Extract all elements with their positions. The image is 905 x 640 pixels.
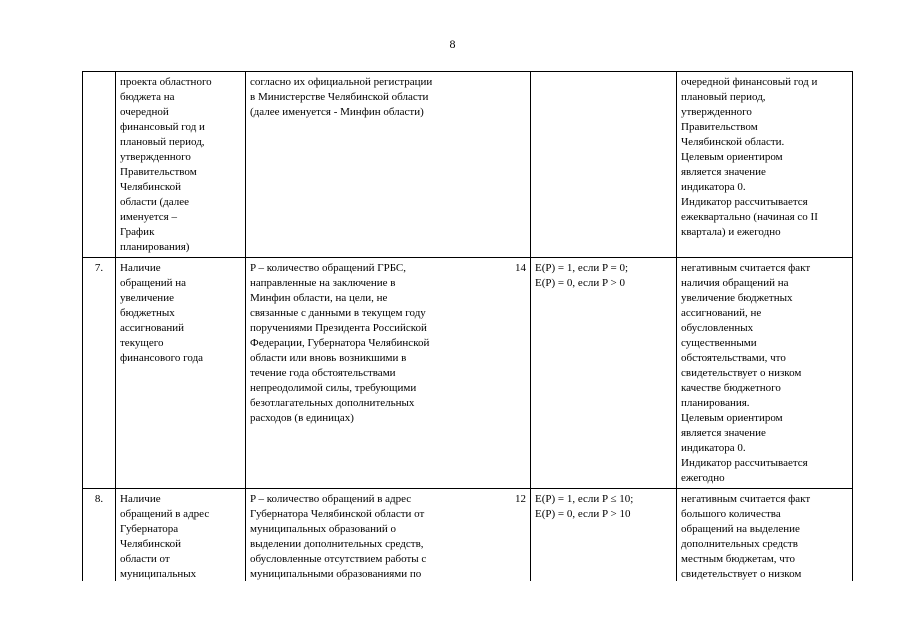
score-value: 14 (515, 262, 526, 274)
table-row (83, 72, 853, 258)
indicators-table (82, 71, 853, 629)
indicator-name: Наличие обращений в адрес Губернатора Челябинской области от муниципальных (116, 489, 246, 629)
evaluation-rule: E(P) = 1, если P = 0; E(P) = 0, если P > 0 (531, 258, 677, 489)
indicator-name: проекта областного бюджета на очередной финансовый год и плановый период, утвержденного Правительством Челябинской области (далее именуется – График планирования) (116, 72, 246, 258)
page-number: 8 (449, 37, 456, 51)
score-value: 12 (515, 493, 526, 505)
formula-text: P – количество обращений в адрес Губернатора Челябинской области от муниципальных образований о выделении дополнительных средств, обусловленные отсутствием работы с муниципальными образованиями по (250, 493, 427, 580)
indicator-name: Наличие обращений на увеличение бюджетных ассигнований текущего финансового года (116, 258, 246, 489)
indicator-note: негативным считается факт наличия обращений на увеличение бюджетных ассигнований, не обусловленных существенными обстоятельствами, что свидетельствует о низком качестве бюджетного планирования. Целевым ориентиром является значение индикатора 0. Индикатор рассчитывается ежегодно (677, 258, 853, 489)
table-row (83, 258, 853, 489)
indicator-note: негативным считается факт большого количества обращений на выделение дополнительных средств местным бюджетам, что свидетельствует о низком (677, 489, 853, 629)
row-number: 7. (83, 258, 116, 489)
page-bottom-margin (82, 581, 853, 640)
indicator-formula (246, 72, 531, 258)
row-number: 8. (83, 489, 116, 629)
indicator-formula (246, 258, 531, 489)
evaluation-rule: E(P) = 1, если P ≤ 10; E(P) = 0, если P > 10 (531, 489, 677, 629)
row-number (83, 72, 116, 258)
score-value (520, 75, 526, 120)
indicator-note: очередной финансовый год и плановый период, утвержденного Правительством Челябинской области. Целевым ориентиром является значение индикатора 0. Индикатор рассчитывается ежеквартально (начиная со II квартала) и ежегодно (677, 72, 853, 258)
formula-text: P – количество обращений ГРБС, направленные на заключение в Минфин области, на цели, не связанные с данными в текущем году поручениями Президента Российской Федерации, Губернатора Челябинской области или вновь возникшими в течение года обстоятельствами непреодолимой силы, требующими безотлагательных дополнительных расходов (в единицах) (250, 262, 430, 424)
formula-text: согласно их официальной регистрации в Министерстве Челябинской области (далее именуется - Минфин области) (250, 76, 433, 118)
evaluation-rule (531, 72, 677, 258)
